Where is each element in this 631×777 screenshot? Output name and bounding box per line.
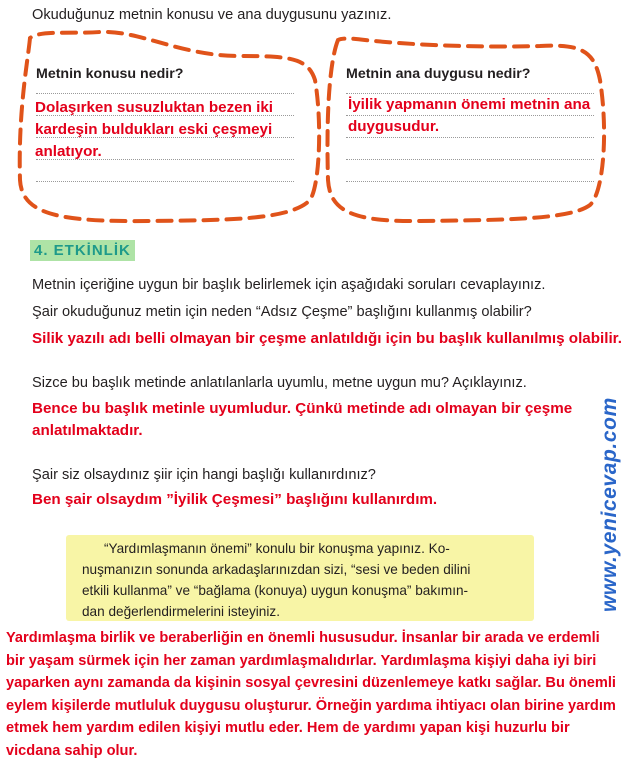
activity-label: 4. ETKİNLİK bbox=[30, 240, 135, 261]
question-2: Sizce bu başlık metinde anlatılanlarla uyumlu, metne uygun mu? Açıklayınız. bbox=[32, 375, 527, 391]
box-right-answer bbox=[348, 94, 590, 138]
essay-line: vicdana sahip olur. bbox=[6, 742, 138, 759]
dotted-line bbox=[36, 93, 294, 94]
answer-line: Dolaşırken susuzluktan bezen iki bbox=[35, 99, 274, 116]
dotted-line bbox=[36, 181, 294, 182]
essay-answer bbox=[6, 627, 616, 762]
answer-line: anlatıyor. bbox=[35, 143, 102, 160]
essay-line: bir yaşam sürmek için her zaman yardımlaşmalıdırlar. Yardımlaşma kişiyi daha iyi biri bbox=[6, 652, 597, 669]
question-1: Şair okuduğunuz metin için neden “Adsız Çeşme” başlığını kullanmış olabilir? bbox=[32, 304, 532, 320]
answer-3: Ben şair olsaydım ”İyilik Çeşmesi” başlığını kullanırdım. bbox=[32, 491, 438, 508]
essay-line: Yardımlaşma birlik ve beraberliğin en önemli hususudur. İnsanlar bir arada ve erdemli bbox=[6, 630, 600, 646]
box-right-title: Metnin ana duygusu nedir? bbox=[346, 66, 531, 82]
box-left-answer bbox=[35, 97, 273, 163]
watermark: www.yenicevap.com bbox=[598, 397, 621, 612]
intro-text: Metnin içeriğine uygun bir başlık belirlemek için aşağıdaki soruları cevaplayınız. bbox=[32, 277, 546, 293]
essay-line: etmek hem yardım edilen kişiyi mutlu eder. Hem de yardımı yapan kişi huzurlu bir bbox=[6, 720, 570, 736]
task-box bbox=[66, 535, 534, 621]
answer-1: Silik yazılı adı belli olmayan bir çeşme anlatıldığı için bu başlık kullanılmış olabilir. bbox=[32, 330, 622, 347]
task-line: etkili kullanma” ve “bağlama (konuya) uygun konuşma” bakımın- bbox=[82, 583, 469, 598]
answer-line: anlatılmaktadır. bbox=[32, 422, 143, 439]
essay-line: eylem kişilerde mutluluk duygusu oluşturur. Örneğin yardıma ihtiyacı olan birine yardım bbox=[6, 697, 616, 714]
task-line: dan değerlendirmelerini isteyiniz. bbox=[82, 604, 280, 619]
answer-line: duygusudur. bbox=[348, 118, 440, 135]
essay-line: yaparken aynı zamanda da kişinin sosyal çevresini düzenlemeye katkı sağlar. Bu önemli bbox=[6, 675, 616, 691]
task-line: nuşmanızın sonunda arkadaşlarınızdan sizi, “sesi ve beden dilini bbox=[82, 562, 471, 577]
answer-line: İyilik yapmanın önemi metnin ana bbox=[348, 96, 591, 113]
task-line: “Yardımlaşmanın önemi” konulu bir konuşma yapınız. Ko- bbox=[104, 541, 450, 556]
box-left-title: Metnin konusu nedir? bbox=[36, 66, 184, 82]
dotted-line bbox=[346, 159, 594, 160]
answer-line: Bence bu başlık metinle uyumludur. Çünkü metinde adı olmayan bir çeşme bbox=[32, 400, 573, 417]
dotted-line bbox=[346, 181, 594, 182]
question-3: Şair siz olsaydınız şiir için hangi başlığı kullanırdınız? bbox=[32, 467, 376, 483]
instruction-text: Okuduğunuz metnin konusu ve ana duygusunu yazınız. bbox=[32, 7, 392, 23]
answer-line: kardeşin buldukları eski çeşmeyi bbox=[35, 121, 273, 138]
answer-2 bbox=[32, 398, 572, 442]
